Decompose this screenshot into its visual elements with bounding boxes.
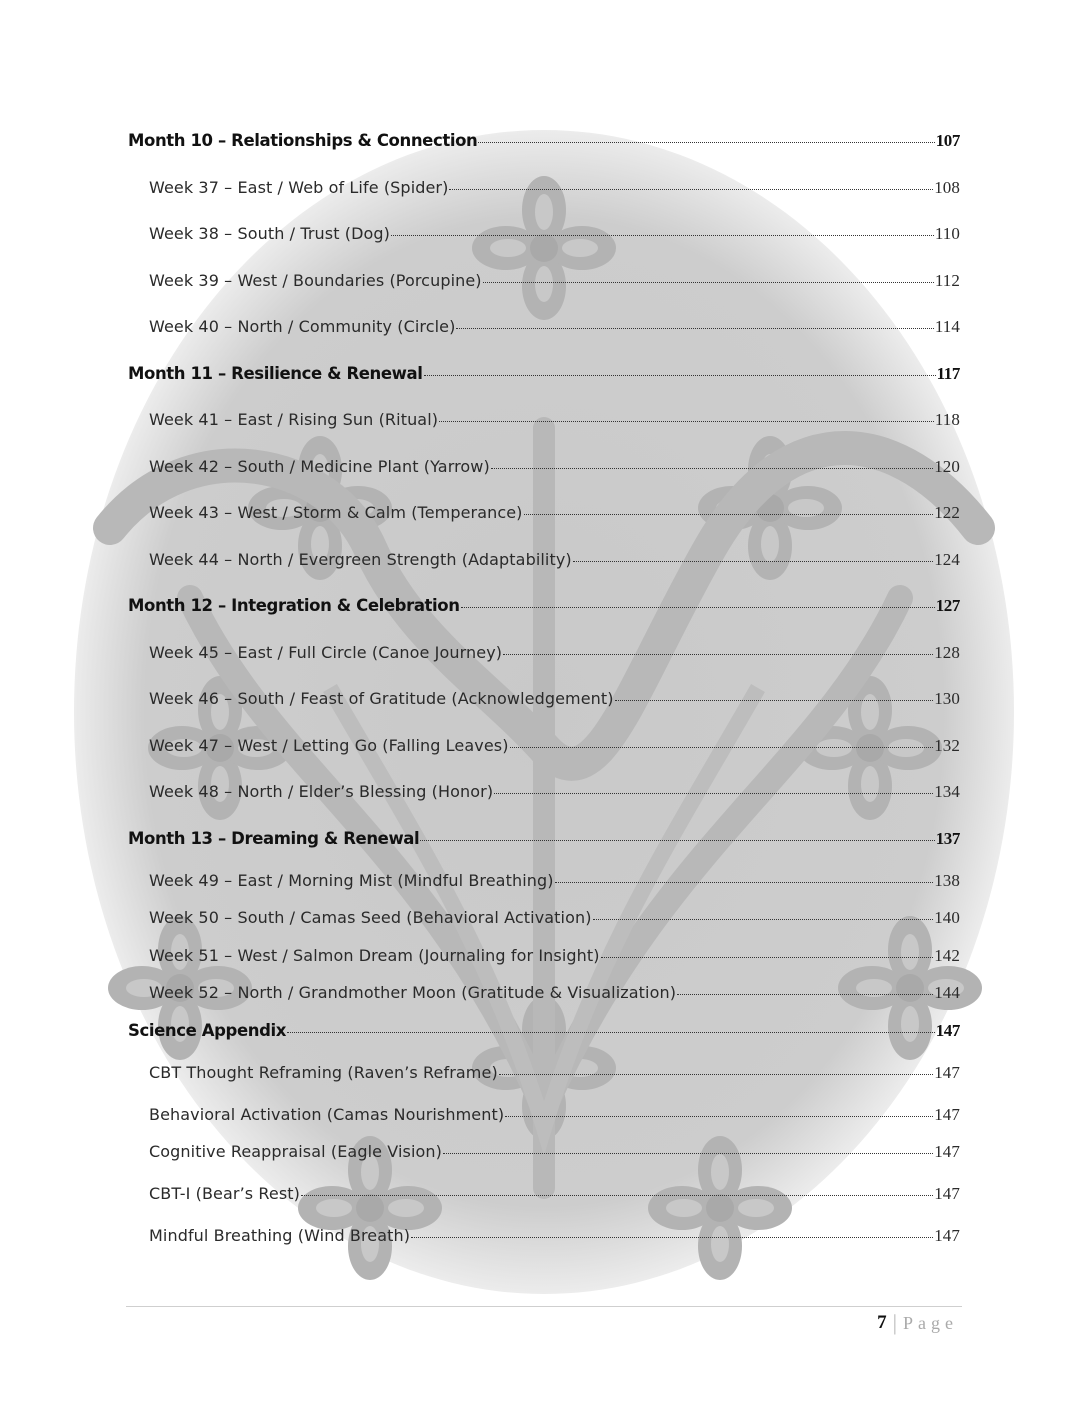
toc-entry-label: Month 10 – Relationships & Connection	[128, 131, 478, 150]
toc-entry-page-number: 108	[934, 178, 960, 197]
toc-subsection-entry[interactable]	[128, 457, 960, 477]
toc-entry-page-number: 137	[935, 829, 960, 848]
toc-entry-page-number: 120	[934, 457, 960, 476]
toc-entry-label: Week 49 – East / Morning Mist (Mindful Breathing)	[149, 871, 554, 890]
toc-entry-page-number: 138	[934, 871, 960, 890]
footer-separator: |	[892, 1310, 897, 1335]
toc-entry-page-number: 140	[934, 908, 960, 927]
toc-entry-label: Week 52 – North / Grandmother Moon (Gratitude & Visualization)	[149, 983, 677, 1002]
dot-leader	[555, 882, 934, 883]
toc-entry-page-number: 147	[934, 1226, 960, 1245]
toc-entry-page-number: 122	[934, 503, 960, 522]
toc-entry-page-number: 147	[934, 1063, 960, 1082]
page-number: 7	[877, 1312, 887, 1333]
toc-subsection-entry[interactable]	[128, 317, 960, 337]
dot-leader	[499, 1074, 933, 1075]
page-word: Page	[903, 1312, 958, 1333]
toc-entry-page-number: 127	[935, 596, 960, 615]
toc-entry-label: Cognitive Reappraisal (Eagle Vision)	[149, 1142, 442, 1161]
toc-entry-page-number: 118	[934, 410, 960, 429]
dot-leader	[420, 840, 934, 841]
toc-entry-page-number: 130	[934, 689, 960, 708]
toc-entry-page-number: 112	[934, 271, 960, 290]
toc-entry-label: Week 50 – South / Camas Seed (Behavioral Activation)	[149, 908, 592, 927]
dot-leader	[449, 189, 933, 190]
toc-subsection-entry[interactable]	[128, 983, 960, 1003]
dot-leader	[494, 793, 933, 794]
dot-leader	[411, 1237, 933, 1238]
toc-entry-label: Week 51 – West / Salmon Dream (Journaling for Insight)	[149, 946, 600, 965]
toc-subsection-entry[interactable]	[128, 736, 960, 756]
dot-leader	[443, 1153, 933, 1154]
dot-leader	[510, 747, 934, 748]
toc-subsection-entry[interactable]	[128, 1063, 960, 1083]
toc-section-entry[interactable]	[128, 131, 960, 151]
toc-subsection-entry[interactable]	[128, 1184, 960, 1204]
toc-entry-page-number: 117	[936, 364, 960, 383]
dot-leader	[573, 561, 933, 562]
toc-entry-label: Week 43 – West / Storm & Calm (Temperance)	[149, 503, 523, 522]
toc-subsection-entry[interactable]	[128, 503, 960, 523]
toc-entry-label: Week 40 – North / Community (Circle)	[149, 317, 456, 336]
toc-entry-label: Week 41 – East / Rising Sun (Ritual)	[149, 410, 439, 429]
toc-entry-page-number: 147	[934, 1184, 960, 1203]
toc-subsection-entry[interactable]	[128, 271, 960, 291]
toc-entry-page-number: 147	[934, 1105, 960, 1124]
toc-entry-label: CBT Thought Reframing (Raven’s Reframe)	[149, 1063, 498, 1082]
dot-leader	[478, 142, 934, 143]
dot-leader	[505, 1116, 933, 1117]
dot-leader	[461, 607, 935, 608]
toc-subsection-entry[interactable]	[128, 178, 960, 198]
dot-leader	[483, 282, 934, 283]
toc-subsection-entry[interactable]	[128, 1226, 960, 1246]
dot-leader	[301, 1195, 933, 1196]
toc-entry-label: Month 11 – Resilience & Renewal	[128, 364, 423, 383]
toc-entry-label: Week 37 – East / Web of Life (Spider)	[149, 178, 449, 197]
dot-leader	[677, 994, 933, 995]
toc-entry-page-number: 132	[934, 736, 960, 755]
toc-section-entry[interactable]	[128, 829, 960, 849]
toc-entry-label: Week 38 – South / Trust (Dog)	[149, 224, 391, 243]
toc-entry-page-number: 110	[934, 224, 960, 243]
toc-entry-page-number: 107	[935, 131, 960, 150]
toc-subsection-entry[interactable]	[128, 1105, 960, 1125]
dot-leader	[391, 235, 934, 236]
dot-leader	[439, 421, 934, 422]
toc-entry-page-number: 124	[934, 550, 960, 569]
toc-subsection-entry[interactable]	[128, 410, 960, 430]
toc-entry-page-number: 128	[934, 643, 960, 662]
toc-entry-page-number: 147	[934, 1142, 960, 1161]
toc-entry-label: Mindful Breathing (Wind Breath)	[149, 1226, 411, 1245]
toc-entry-label: Week 44 – North / Evergreen Strength (Adaptability)	[149, 550, 572, 569]
toc-subsection-entry[interactable]	[128, 1142, 960, 1162]
toc-subsection-entry[interactable]	[128, 908, 960, 928]
toc-subsection-entry[interactable]	[128, 550, 960, 570]
dot-leader	[287, 1032, 935, 1033]
toc-entry-label: Week 47 – West / Letting Go (Falling Leaves)	[149, 736, 509, 755]
toc-entry-page-number: 142	[934, 946, 960, 965]
dot-leader	[601, 957, 934, 958]
toc-entry-label: Science Appendix	[128, 1021, 287, 1040]
toc-entry-page-number: 134	[934, 782, 960, 801]
dot-leader	[615, 700, 934, 701]
toc-subsection-entry[interactable]	[128, 871, 960, 891]
dot-leader	[593, 919, 934, 920]
toc-entry-label: Week 46 – South / Feast of Gratitude (Acknowledgement)	[149, 689, 614, 708]
dot-leader	[424, 375, 936, 376]
toc-subsection-entry[interactable]	[128, 782, 960, 802]
toc-section-entry[interactable]	[128, 596, 960, 616]
toc-entry-label: Month 12 – Integration & Celebration	[128, 596, 460, 615]
toc-subsection-entry[interactable]	[128, 224, 960, 244]
toc-entry-page-number: 147	[935, 1021, 960, 1040]
toc-subsection-entry[interactable]	[128, 689, 960, 709]
toc-section-entry[interactable]	[128, 1021, 960, 1041]
toc-entry-page-number: 114	[934, 317, 960, 336]
dot-leader	[524, 514, 934, 515]
dot-leader	[503, 654, 933, 655]
toc-subsection-entry[interactable]	[128, 946, 960, 966]
toc-entry-label: Week 48 – North / Elder’s Blessing (Honor)	[149, 782, 494, 801]
footer-divider	[126, 1306, 962, 1307]
dot-leader	[456, 328, 933, 329]
toc-section-entry[interactable]	[128, 364, 960, 384]
dot-leader	[491, 468, 933, 469]
toc-entry-page-number: 144	[934, 983, 960, 1002]
toc-entry-label: CBT-I (Bear’s Rest)	[149, 1184, 300, 1203]
toc-entry-label: Month 13 – Dreaming & Renewal	[128, 829, 420, 848]
toc-entry-label: Week 45 – East / Full Circle (Canoe Journey)	[149, 643, 503, 662]
toc-subsection-entry[interactable]	[128, 643, 960, 663]
toc-entry-label: Week 39 – West / Boundaries (Porcupine)	[149, 271, 482, 290]
toc-entry-label: Week 42 – South / Medicine Plant (Yarrow)	[149, 457, 490, 476]
page-footer	[877, 1310, 958, 1336]
toc-entry-label: Behavioral Activation (Camas Nourishment)	[149, 1105, 505, 1124]
